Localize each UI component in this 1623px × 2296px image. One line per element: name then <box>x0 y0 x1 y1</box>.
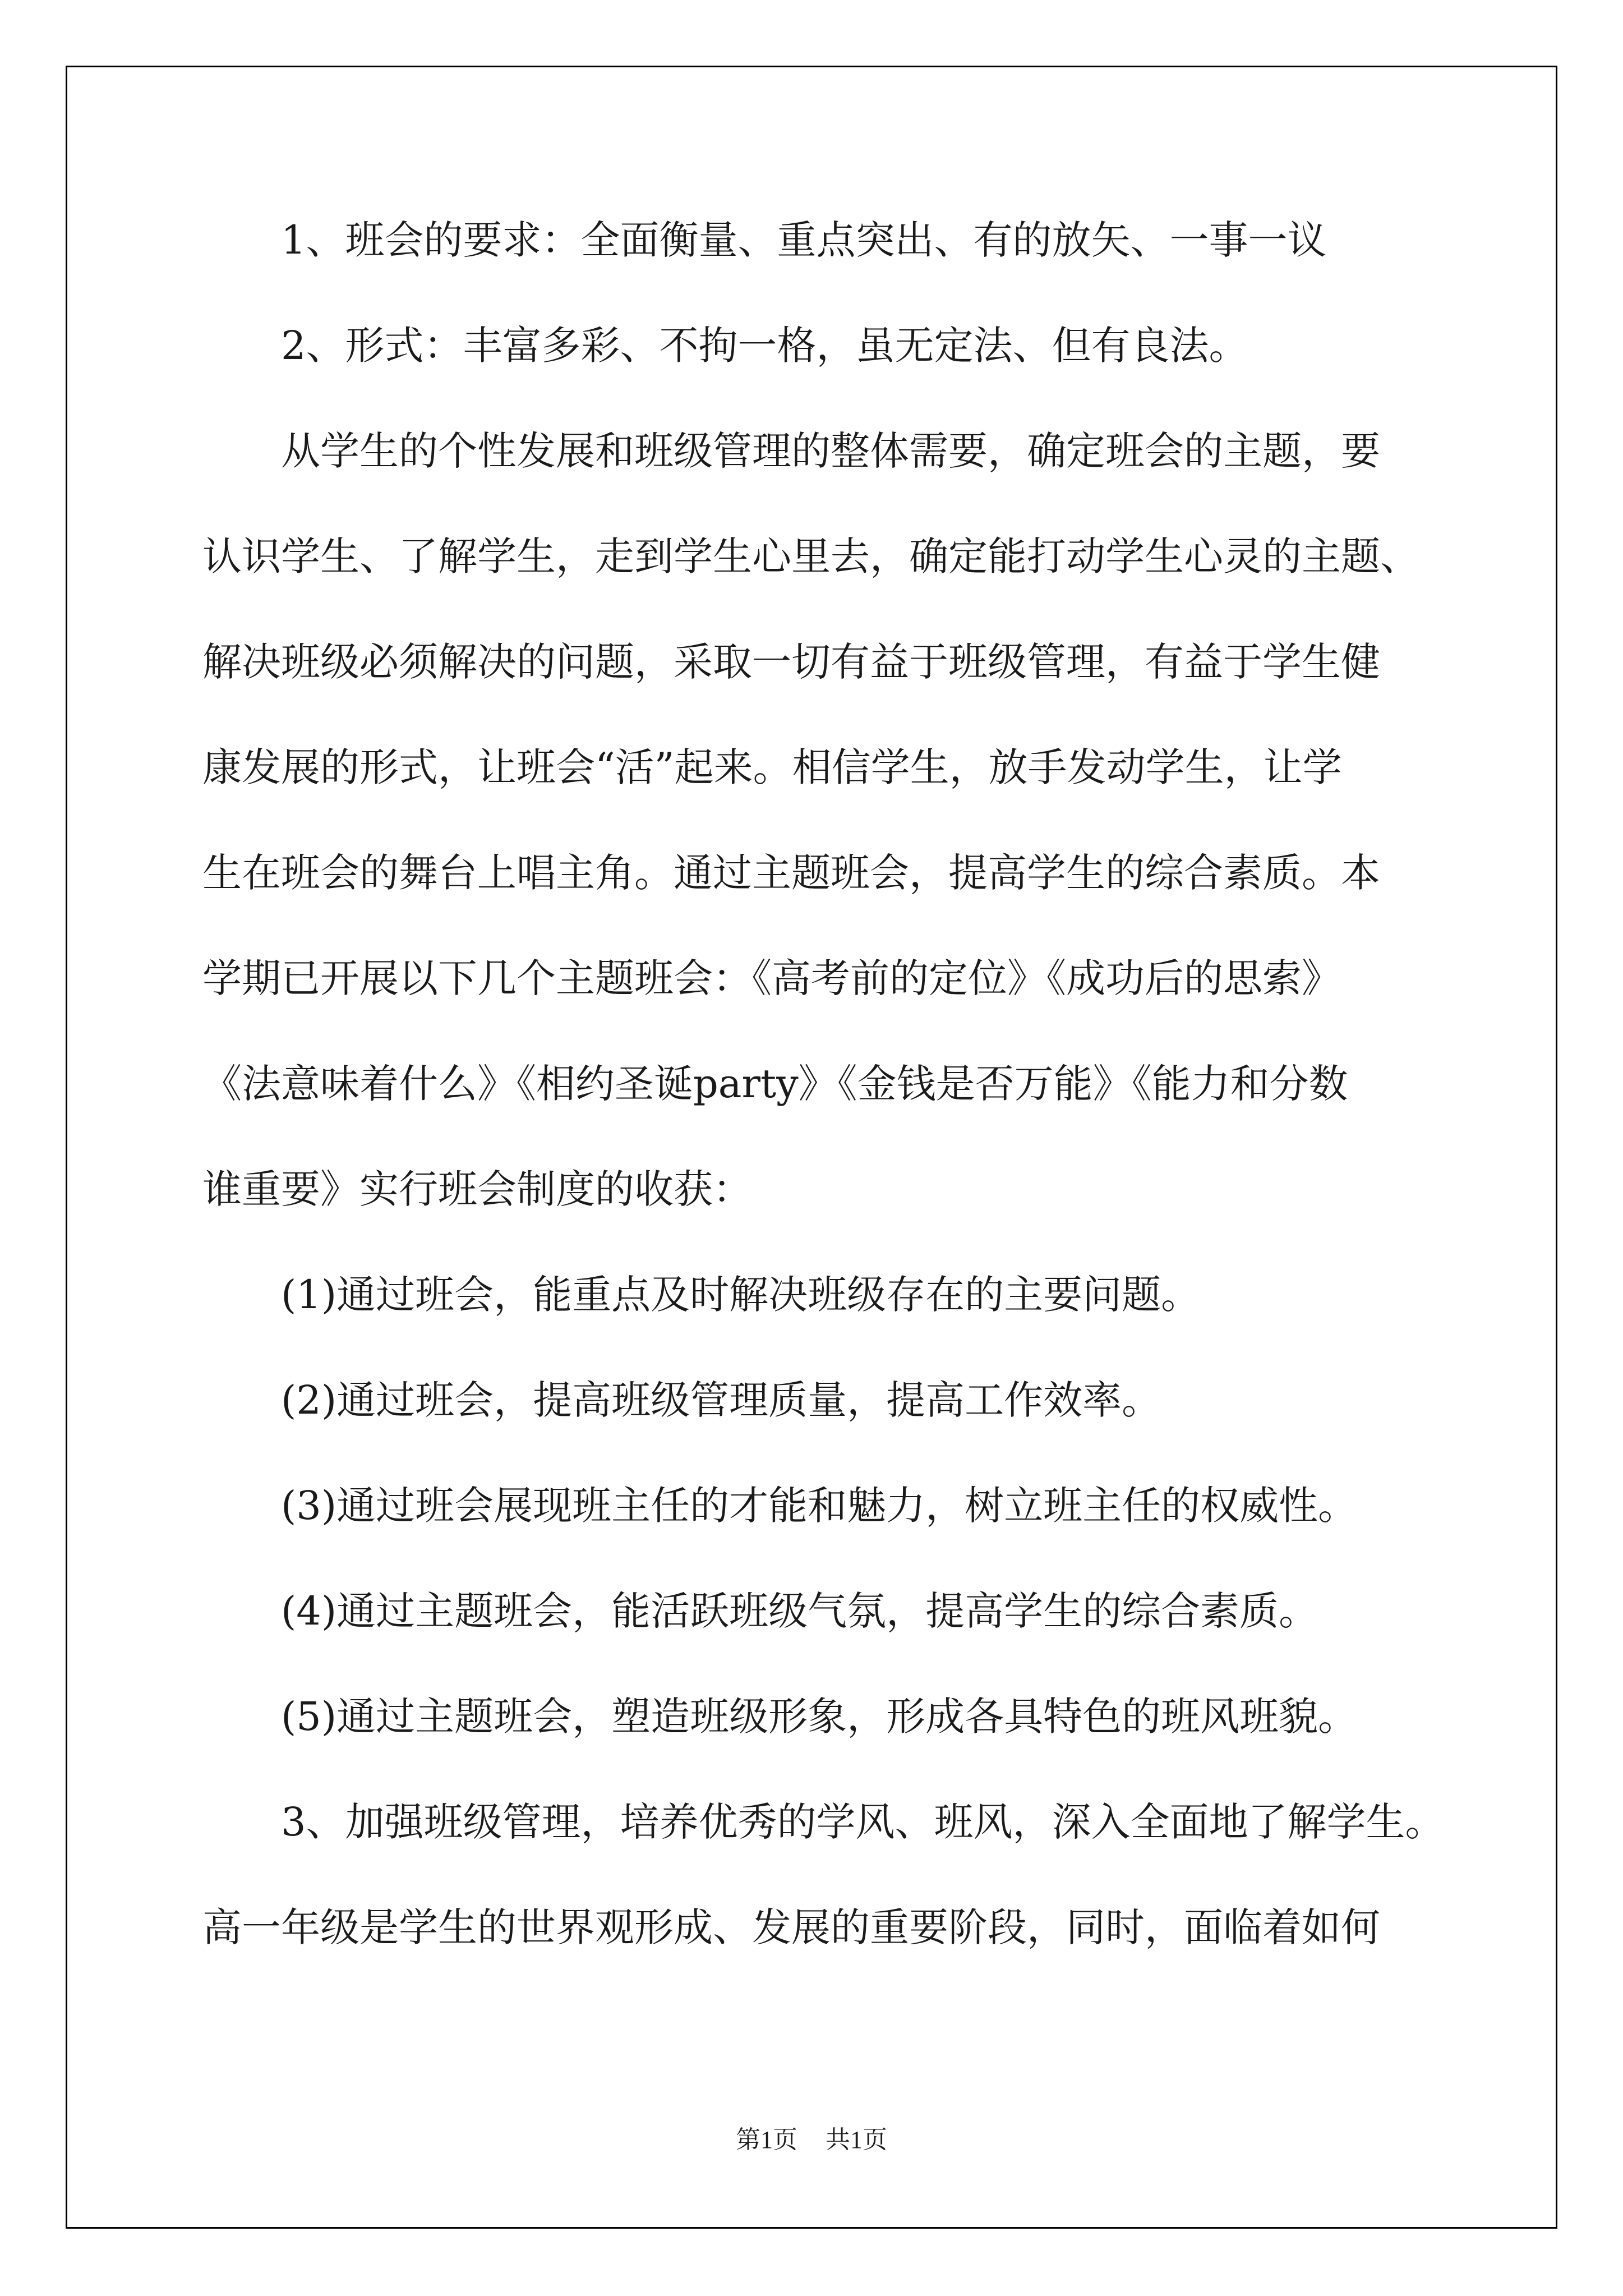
paragraph-line: 高一年级是学生的世界观形成、发展的重要阶段，同时，面临着如何 <box>202 1904 1380 1950</box>
page-total: 共1页 <box>826 2126 887 2154</box>
page-footer <box>0 2119 1623 2155</box>
paragraph-line: 《法意味着什么》《相约圣诞party》《金钱是否万能》《能力和分数 <box>202 1061 1348 1107</box>
paragraph-line: (3)通过班会展现班主任的才能和魅力，树立班主任的权威性。 <box>281 1483 1358 1529</box>
paragraph-line: 学期已开展以下几个主题班会：《高考前的定位》《成功后的思索》 <box>202 955 1341 1001</box>
paragraph-line: (2)通过班会，提高班级管理质量，提高工作效率。 <box>281 1377 1161 1423</box>
paragraph-line: 解决班级必须解决的问题，采取一切有益于班级管理，有益于学生健 <box>202 639 1380 685</box>
paragraph-line: 康发展的形式，让班会“活”起来。相信学生，放手发动学生，让学 <box>202 744 1342 790</box>
paragraph-line: (1)通过班会，能重点及时解决班级存在的主要问题。 <box>281 1272 1201 1318</box>
paragraph-line: 2、形式：丰富多彩、不拘一格，虽无定法、但有良法。 <box>281 323 1248 369</box>
paragraph-line: 从学生的个性发展和班级管理的整体需要，确定班会的主题，要 <box>281 428 1380 474</box>
paragraph-line: 谁重要》实行班会制度的收获： <box>202 1166 752 1212</box>
paragraph-line: 3、加强班级管理，培养优秀的学风、班风，深入全面地了解学生。 <box>281 1799 1445 1845</box>
paragraph-line: (5)通过主题班会，塑造班级形象，形成各具特色的班风班貌。 <box>281 1694 1358 1740</box>
paragraph-line: 生在班会的舞台上唱主角。通过主题班会，提高学生的综合素质。本 <box>202 850 1380 896</box>
page-number: 第1页 <box>736 2126 797 2154</box>
paragraph-line: 1、班会的要求：全面衡量、重点突出、有的放矢、一事一议 <box>281 217 1327 263</box>
paragraph-line: 认识学生、了解学生，走到学生心里去，确定能打动学生心灵的主题、 <box>202 533 1419 579</box>
paragraph-line: (4)通过主题班会，能活跃班级气氛，提高学生的综合素质。 <box>281 1588 1318 1634</box>
